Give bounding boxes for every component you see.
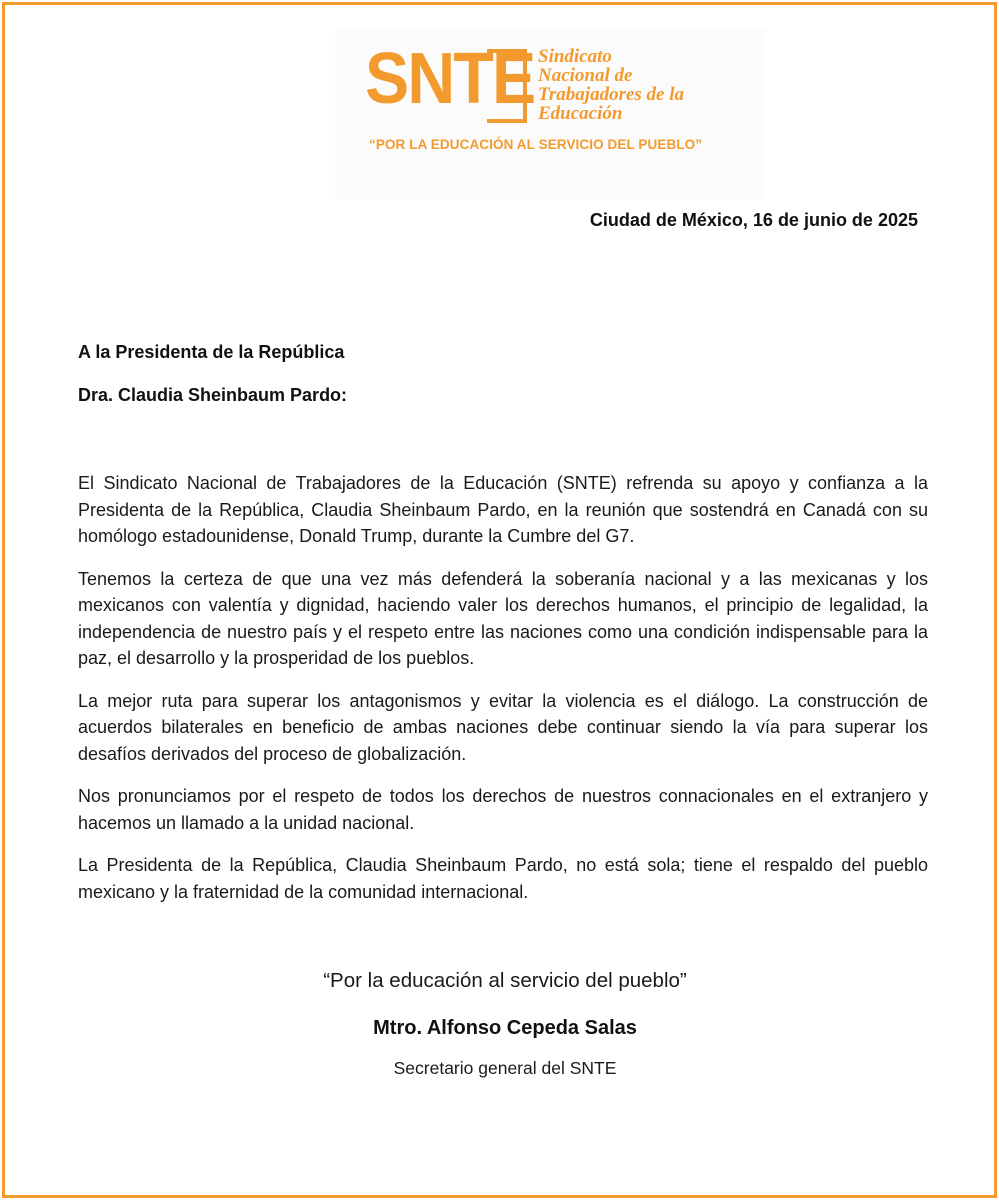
page-border xyxy=(2,2,997,1198)
letter-body xyxy=(78,470,928,921)
body-paragraph: La mejor ruta para superar los antagonismos y evitar la violencia es el diálogo. La construcción de acuerdos bilaterales en beneficio de ambas naciones debe continuar siendo la vía para superar los desafíos derivados del proceso de globalización. xyxy=(78,690,928,764)
letterhead-motto: “POR LA EDUCACIÓN AL SERVICIO DEL PUEBLO” xyxy=(369,137,703,152)
org-name-line: Educación xyxy=(538,103,623,124)
signer-title: Secretario general del SNTE xyxy=(393,1058,617,1078)
org-name-line: Trabajadores de la xyxy=(538,84,685,105)
body-paragraph: El Sindicato Nacional de Trabajadores de la Educación (SNTE) refrenda su apoyo y confianza a la Presidenta de la República, Claudia Sheinbaum Pardo, en la reunión que sostendrá en Canadá con su homólogo estadounidense, Donald Trump, durante la Cumbre del G7. xyxy=(78,473,928,546)
snte-wordmark: SNTE xyxy=(365,39,535,119)
closing-motto: “Por la educación al servicio del pueblo” xyxy=(323,969,687,992)
addressee-block xyxy=(78,341,347,427)
signer-name: Mtro. Alfonso Cepeda Salas xyxy=(373,1017,637,1039)
logo-bracket-decoration xyxy=(487,49,527,123)
addressee-name: Dra. Claudia Sheinbaum Pardo: xyxy=(78,385,348,405)
addressee-title: A la Presidenta de la República xyxy=(78,342,345,362)
body-paragraph: Tenemos la certeza de que una vez más defenderá la soberanía nacional y a las mexicanas y los mexicanos con valentía y dignidad, haciendo valer los derechos humanos, el principio de legalidad, la independencia de nuestro país y el respeto entre las naciones como una condición indispensable para la paz, el desarrollo y la prosperidad de los pueblos. xyxy=(78,568,928,668)
body-paragraph: Nos pronunciamos por el respeto de todos los derechos de nuestros connacionales en el extranjero y hacemos un llamado a la unidad nacional. xyxy=(78,786,928,833)
org-name-line: Nacional de xyxy=(538,65,633,86)
org-name xyxy=(538,47,684,123)
signature-block xyxy=(225,967,785,1080)
letterhead-logo xyxy=(335,29,765,199)
org-name-line: Sindicato xyxy=(538,46,612,67)
body-paragraph: La Presidenta de la República, Claudia Sheinbaum Pardo, no está sola; tiene el respaldo del pueblo mexicano y la fraternidad de la comunidad internacional. xyxy=(78,855,928,902)
letter-date: Ciudad de México, 16 de junio de 2025 xyxy=(589,210,918,230)
